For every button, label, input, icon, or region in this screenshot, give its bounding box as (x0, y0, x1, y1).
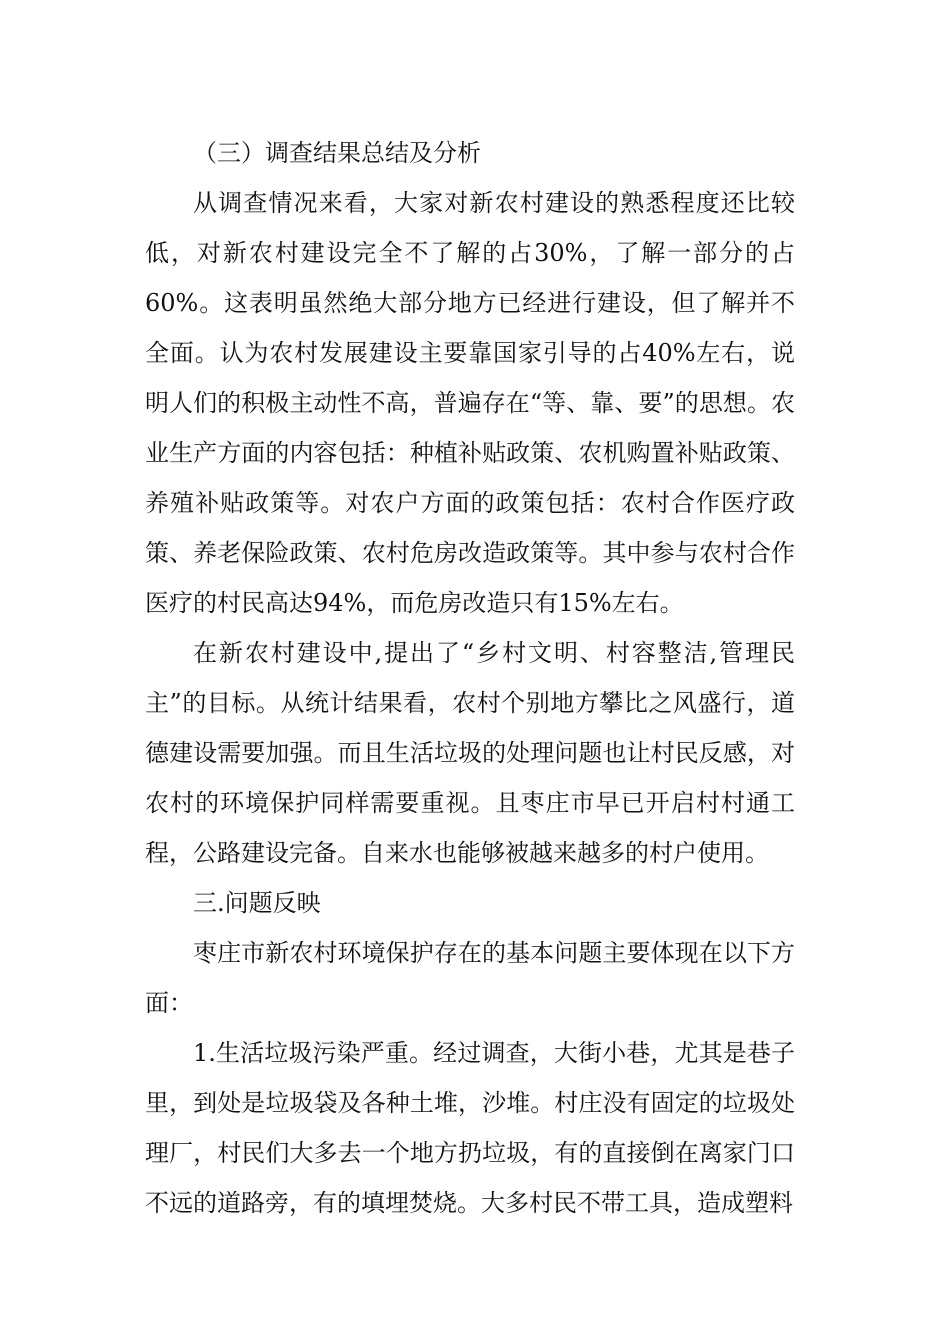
paragraph-garbage-pollution: 1.生活垃圾污染严重。经过调查，大街小巷，尤其是巷子里，到处是垃圾袋及各种土堆，沙堆。村庄没有固定的垃圾处理厂，村民们大多去一个地方扔垃圾，有的直接倒在离家门口不远的道路旁，有的填埋焚烧。大多村民不带工具，造成塑料 (145, 1039, 795, 1217)
section-heading-problems: 三.问题反映 (193, 889, 321, 917)
paragraph-problems-intro: 枣庄市新农村环境保护存在的基本问题主要体现在以下方面： (145, 939, 795, 1017)
section-heading: （三）调查结果总结及分析 (193, 139, 481, 167)
paragraph-survey-summary: 从调查情况来看，大家对新农村建设的熟悉程度还比较低，对新农村建设完全不了解的占30%，了解一部分的占60%。这表明虽然绝大部分地方已经进行建设，但了解并不全面。认为农村发展建设主要靠国家引导的占40%左右，说明人们的积极主动性不高，普遍存在“等、靠、要”的思想。农业生产方面的内容包括：种植补贴政策、农机购置补贴政策、养殖补贴政策等。对农户方面的政策包括：农村合作医疗政策、养老保险政策、农村危房改造政策等。其中参与农村合作医疗的村民高达94%，而危房改造只有15%左右。 (145, 189, 795, 617)
paragraph-new-village-goals: 在新农村建设中,提出了“乡村文明、村容整洁,管理民主”的目标。从统计结果看，农村个别地方攀比之风盛行，道德建设需要加强。而且生活垃圾的处理问题也让村民反感，对农村的环境保护同样需要重视。且枣庄市早已开启村村通工程，公路建设完备。自来水也能够被越来越多的村户使用。 (145, 639, 795, 867)
document-page (145, 128, 795, 1228)
